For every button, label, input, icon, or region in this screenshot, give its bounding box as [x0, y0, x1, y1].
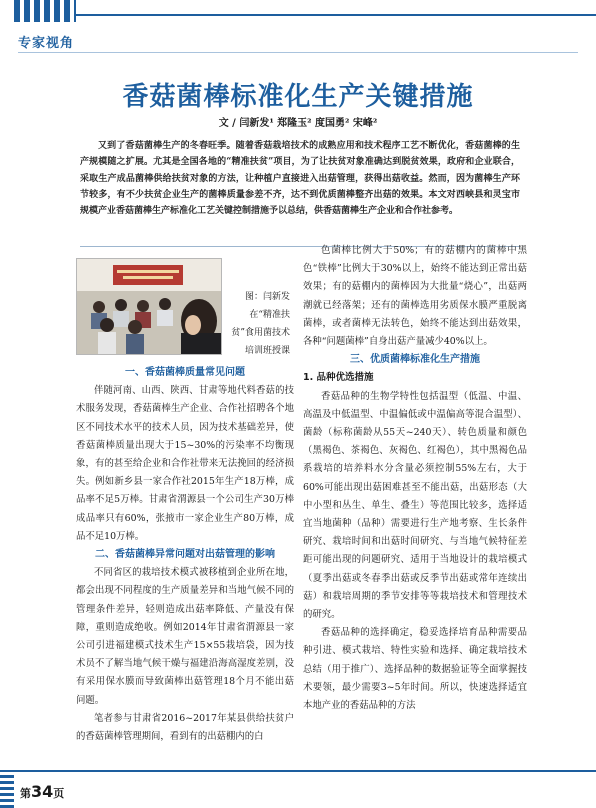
- right-column: [303, 242, 527, 715]
- article-authors: 文 / 闫新发¹ 郑隆玉² 度国勇² 宋峰²: [218, 118, 378, 129]
- paragraph: 色菌棒比例大于50%；有的菇棚内的菌棒中黑色“铁棒”比例大于30%以上，始终不能达到正常出菇效果；有的菇棚内的菌棒因为大批量“烧心”，出菇两潮就已经落架；还有的菌棒选用劣质保水膜严重脱离菌棒，或者菌棒无法转色，始终不能达到出菇效果，各种“问题菌棒”自身出菇产量减少40%以上。: [303, 245, 527, 348]
- section-label: 专家视角: [18, 36, 75, 51]
- page-suffix: 页: [53, 787, 65, 800]
- subheading-variety-selection: 1. 品种优选措施: [303, 372, 374, 384]
- footer-stripes-decoration: [0, 774, 14, 808]
- page-prefix: 第: [20, 787, 31, 800]
- classroom-photo-illustration: [77, 259, 221, 354]
- paragraph: 伴随河南、山西、陕西、甘肃等地代料香菇的技术服务发现，香菇菌棒生产企业、合作社招聘各个地区不同技术水平的技术人员，因为技术基础差异，使香菇菌棒质量出现大于15~30%的污染率不均衡现象，有的甚至给企业和合作社带来无法挽回的经济损失。例如新乡县一家合作社2015年生产18万棒，成品率不足5万棒。甘肃省渭源县一个公司生产30万棒成品率只有60%，张掖市一家企业生产80万棒，成品不足10万棒。: [76, 385, 294, 542]
- heading-abnormal-impact: 二、香菇菌棒异常问题对出菇管理的影响: [95, 549, 275, 561]
- footer-rule: [0, 770, 596, 772]
- paragraph: 香菇品种的选择确定，稳妥选择培育品种需要品种引进、模式栽培、特性实验和选择、确定栽培技术总结（用于推广）、选择品种的数据验证等全面掌握技术要领，最少需要3~5年时间。所以，快速选择适宜本地产业的香菇品种的方法: [303, 627, 527, 712]
- heading-common-quality-problems: 一、香菇菌棒质量常见问题: [125, 367, 245, 378]
- photo-caption: 图：闫新发在“精准扶贫”食用菌技术培训班授课: [231, 292, 290, 356]
- article-abstract: [80, 138, 520, 219]
- training-photo: [76, 258, 222, 355]
- heading-standardized-measures: 三、优质菌棒标准化生产措施: [350, 354, 480, 366]
- left-column: [76, 364, 294, 746]
- header-band: [0, 0, 596, 14]
- page-number-value: 34: [31, 782, 54, 801]
- paragraph: 笔者参与甘肃省2016~2017年某县供给扶贫户的香菇菌棒管理期间，看到有的出菇棚内的白: [76, 712, 294, 743]
- header-stripes-decoration: [14, 0, 76, 22]
- section-rule: [18, 52, 578, 53]
- page-number: [20, 782, 64, 801]
- header-rule: [76, 14, 596, 16]
- paragraph: 不同省区的栽培技术模式被移植到企业所在地，都会出现不同程度的生产质量差异和当地气候不同的管理条件差异，轻则造成出菇率降低、产量没有保障，重则造成绝收。例如2014年甘肃省渭源县一家公司引进福建模式技术生产15×55栽培袋，因为技术员不了解当地气候干燥与福建沿海高湿度差别，没有采用保水膜而导致菌棒出菇管理18个月不能出菇问题。: [76, 567, 294, 706]
- abstract-text: 又到了香菇菌棒生产的冬春旺季。随着香菇栽培技术的成熟应用和技术程序工艺不断优化，香菇菌棒的生产规模随之扩展。尤其是全国各地的“精准扶贫”项目，为了让扶贫对象准确达到脱贫效果，政府和企业联合，采取生产成品菌棒供给扶贫对象的方法，让种植户直接进入出菇管理，获得出菇收益。然而，因为菌棒生产环节较多，有不少扶贫企业生产的菌棒质量参差不齐，达不到优质菌棒整齐出菇的效果。本文对西峡县和灵宝市规模产业香菇菌棒生产标准化工艺关键控制措施予以总结，供香菇菌棒生产企业和合作社参考。: [80, 141, 520, 217]
- article-title: 香菇菌棒标准化生产关键措施: [122, 82, 474, 112]
- paragraph: 香菇品种的生物学特性包括温型（低温、中温、高温及中低温型、中温偏低或中温偏高等混合温型）、菌龄（标称菌龄从55天~240天）、转色质量和颜色（黑褐色、茶褐色、灰褐色、红褐色），其中黑褐色品系栽培的培养料水分含量必须控制55%左右，大于60%可能出现出菇困难甚至不能出菇，出菇形态（大中小型和丛生、单生、叠生）等范围比较多，选择适宜当地菌种（品种）需要进行生产地考察、生长条件研究、栽培时间和出菇时间研究、与当地气候特征差距可能出现的问题研究、适用于当地设计的栽培模式（夏季出菇或冬春季出菇或反季节出菇或常年连续出菇）和栽培周期的季节安排等等栽培技术和管理技术的研究。: [303, 390, 527, 621]
